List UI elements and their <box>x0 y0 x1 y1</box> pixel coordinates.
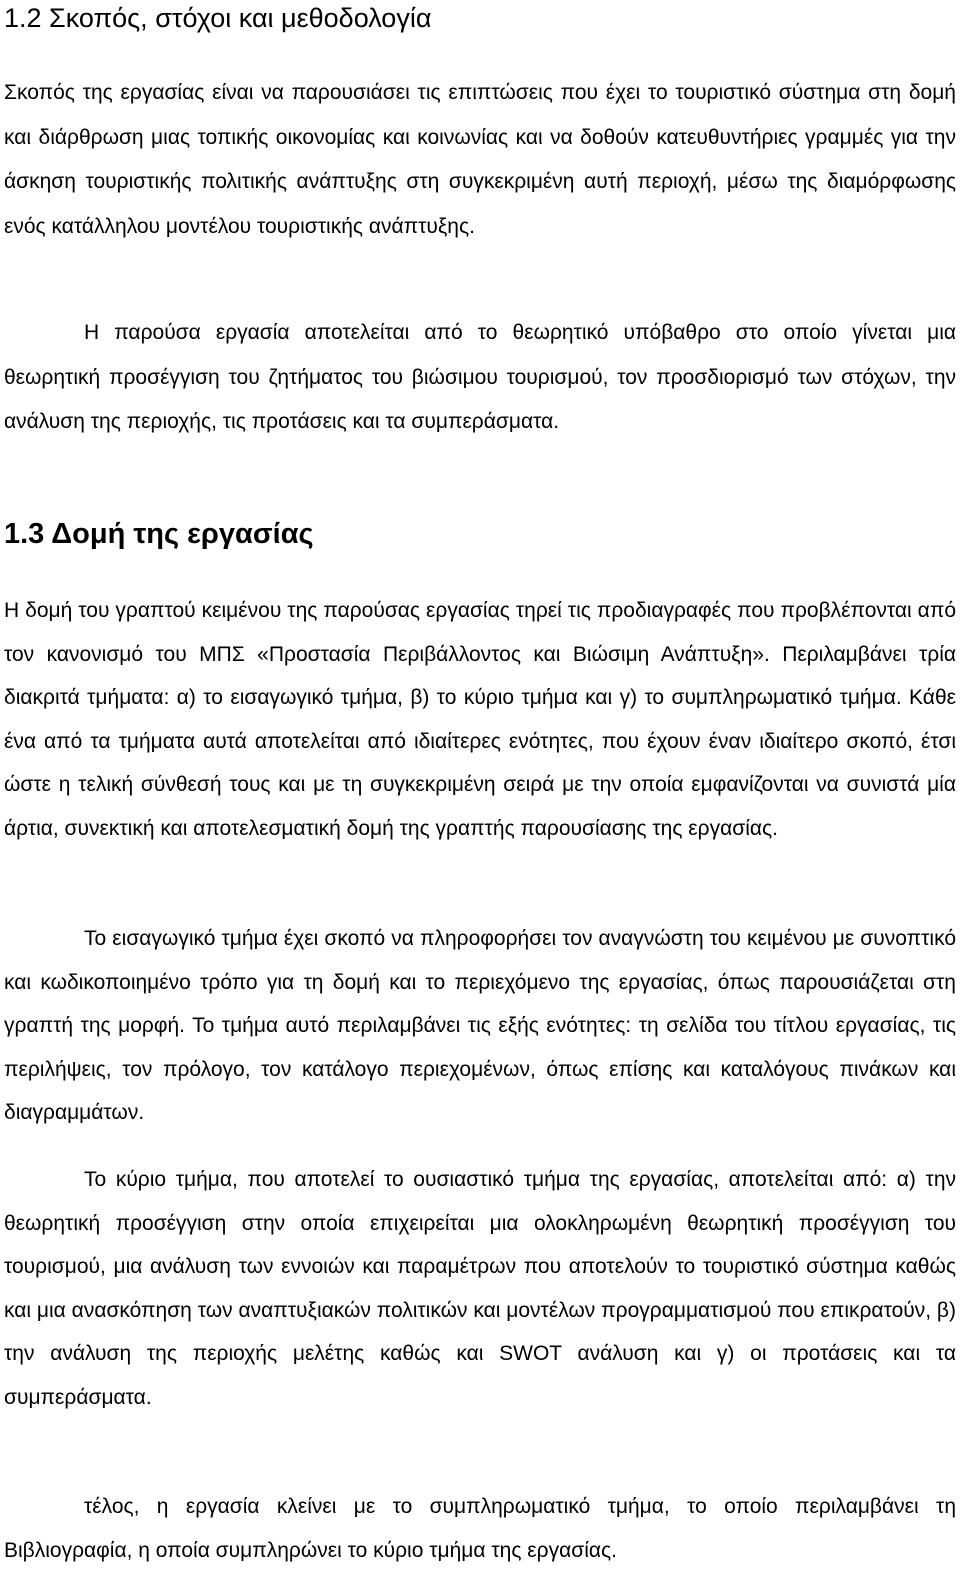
paragraph-purpose: Σκοπός της εργασίας είναι να παρουσιάσει τις επιπτώσεις που έχει το τουριστικό σύστημα στη δομή και διάρθρωση μιας τοπικής οικονομίας και κοινωνίας και να δοθούν κατευθυντήριες γραμμές για την άσκηση τουριστικής πολιτικής ανάπτυξης στη συγκεκριμένη αυτή περιοχή, μέσω της διαμόρφωσης ενός κατάλληλου μοντέλου τουριστικής ανάπτυξης. <box>4 81 956 238</box>
paragraph-composition: Η παρούσα εργασία αποτελείται από το θεωρητικό υπόβαθρο στο οποίο γίνεται μια θεωρητική προσέγγιση του ζητήματος του βιώσιμου τουρισμού, τον προσδιορισμό των στόχων, την ανάλυση της περιοχής, τις προτάσεις και τα συμπεράσματα. <box>4 321 956 433</box>
paragraph-structure: Η δομή του γραπτού κειμένου της παρούσας εργασίας τηρεί τις προδιαγραφές που προβλέπονται από τον κανονισμό του ΜΠΣ «Προστασία Περιβάλλοντος και Βιώσιμη Ανάπτυξη». Περιλαμβάνει τρία διακριτά τμήματα: α) το εισαγωγικό τμήμα, β) το κύριο τμήμα και γ) το συμπληρωματικό τμήμα. Κάθε ένα από τα τμήματα αυτά αποτελείται από ιδιαίτερες ενότητες, που έχουν έναν ιδιαίτερο σκοπό, έτσι ώστε η τελική σύνθεσή τους και με τη συγκεκριμένη σειρά με την οποία εμφανίζονται να συνιστά μία άρτια, συνεκτική και αποτελεσματική δομή της γραπτής παρουσίασης της εργασίας. <box>4 599 956 840</box>
paragraph-introductory-part: Το εισαγωγικό τμήμα έχει σκοπό να πληροφορήσει τον αναγνώστη του κειμένου με συνοπτικό και κωδικοποιημένο τρόπο για τη δομή και το περιεχόμενο της εργασίας, όπως παρουσιάζεται στη γραπτή της μορφή. Το τμήμα αυτό περιλαμβάνει τις εξής ενότητες: τη σελίδα του τίτλου εργασίας, τις περιλήψεις, τον πρόλογο, τον κατάλογο περιεχομένων, όπως επίσης και καταλόγους πινάκων και διαγραμμάτων. <box>4 927 956 1124</box>
paragraph-supplementary-part: τέλος, η εργασία κλείνει με το συμπληρωματικό τμήμα, το οποίο περιλαμβάνει τη Βιβλιογραφία, η οποία συμπληρώνει το κύριο τμήμα της εργασίας. <box>4 1495 956 1562</box>
section-heading-1-2: 1.2 Σκοπός, στόχοι και μεθοδολογία <box>4 3 432 33</box>
section-heading-1-3: 1.3 Δομή της εργασίας <box>4 518 314 550</box>
paragraph-main-part: Το κύριο τμήμα, που αποτελεί το ουσιαστικό τμήμα της εργασίας, αποτελείται από: α) την θεωρητική προσέγγιση στην οποία επιχειρείται μια ολοκληρωμένη θεωρητική προσέγγιση του τουρισμού, μια ανάλυση των εννοιών και παραμέτρων που αποτελούν το τουριστικό σύστημα καθώς και μια ανασκόπηση των αναπτυξιακών πολιτικών και μοντέλων προγραμματισμού που επικρατούν, β) την ανάλυση της περιοχής μελέτης καθώς και SWOT ανάλυση και γ) οι προτάσεις και τα συμπεράσματα. <box>4 1168 956 1409</box>
